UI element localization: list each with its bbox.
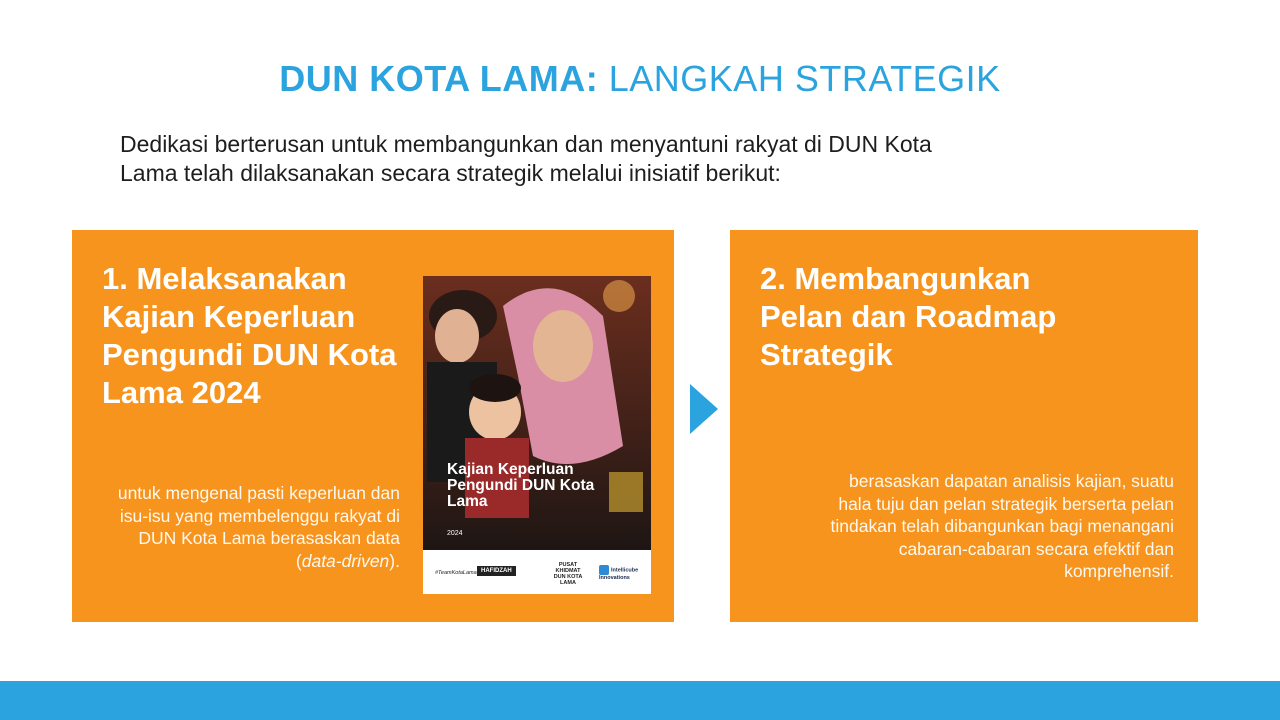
hafidzah-logo: HAFIDZAH (477, 566, 516, 576)
intro-line-1: Dedikasi berterusan untuk membangunkan dan menyantuni rakyat di DUN Kota (120, 131, 932, 157)
chevron-right-icon (690, 384, 718, 434)
card-pelan-title: 2. Membangunkan Pelan dan Roadmap Strategik (760, 261, 1057, 372)
intellicube-logo (599, 565, 651, 581)
cover-title: Kajian Keperluan Pengundi DUN Kota Lama (447, 461, 595, 510)
card-kajian-title: 1. Melaksanakan Kajian Keperluan Pengundi DUN Kota Lama 2024 (102, 261, 397, 410)
footer-bar (0, 681, 1280, 720)
pusat-khidmat-logo: PUSAT KHIDMAT DUN KOTA LAMA (553, 562, 583, 586)
slide-title-light: LANGKAH STRATEGIK (608, 58, 1001, 99)
card-pelan-description: berasaskan dapatan analisis kajian, suatu hala tuju dan pelan strategik berserta pelan tindakan telah dibangunkan bagi menangani cabaran-cabaran secara efektif dan komprehensif. (830, 471, 1174, 581)
intro-line-2: Lama telah dilaksanakan secara strategik melalui inisiatif berikut: (120, 160, 781, 186)
card-kajian-desc-italic: data-driven (301, 550, 390, 571)
cover-year: 2024 (447, 530, 463, 537)
intro-text (120, 130, 1120, 188)
slide-title-bold: DUN KOTA LAMA: (279, 58, 599, 99)
slide-title (0, 58, 1280, 100)
card-kajian (72, 230, 674, 622)
intellicube-logo-text: Intellicube Innovations (599, 567, 639, 581)
card-pelan (730, 230, 1198, 622)
team-kota-lama-logo: #TeamKotaLama (435, 570, 477, 576)
card-kajian-desc-end: ). (389, 550, 400, 571)
report-cover-image (423, 276, 651, 594)
card-kajian-description (100, 482, 400, 572)
card-kajian-desc-main: untuk mengenal pasti keperluan dan isu-isu yang membelenggu rakyat di DUN Kota Lama berasaskan data ( (117, 483, 400, 571)
intellicube-hex-icon (599, 565, 609, 575)
cover-logo-strip (423, 550, 651, 594)
